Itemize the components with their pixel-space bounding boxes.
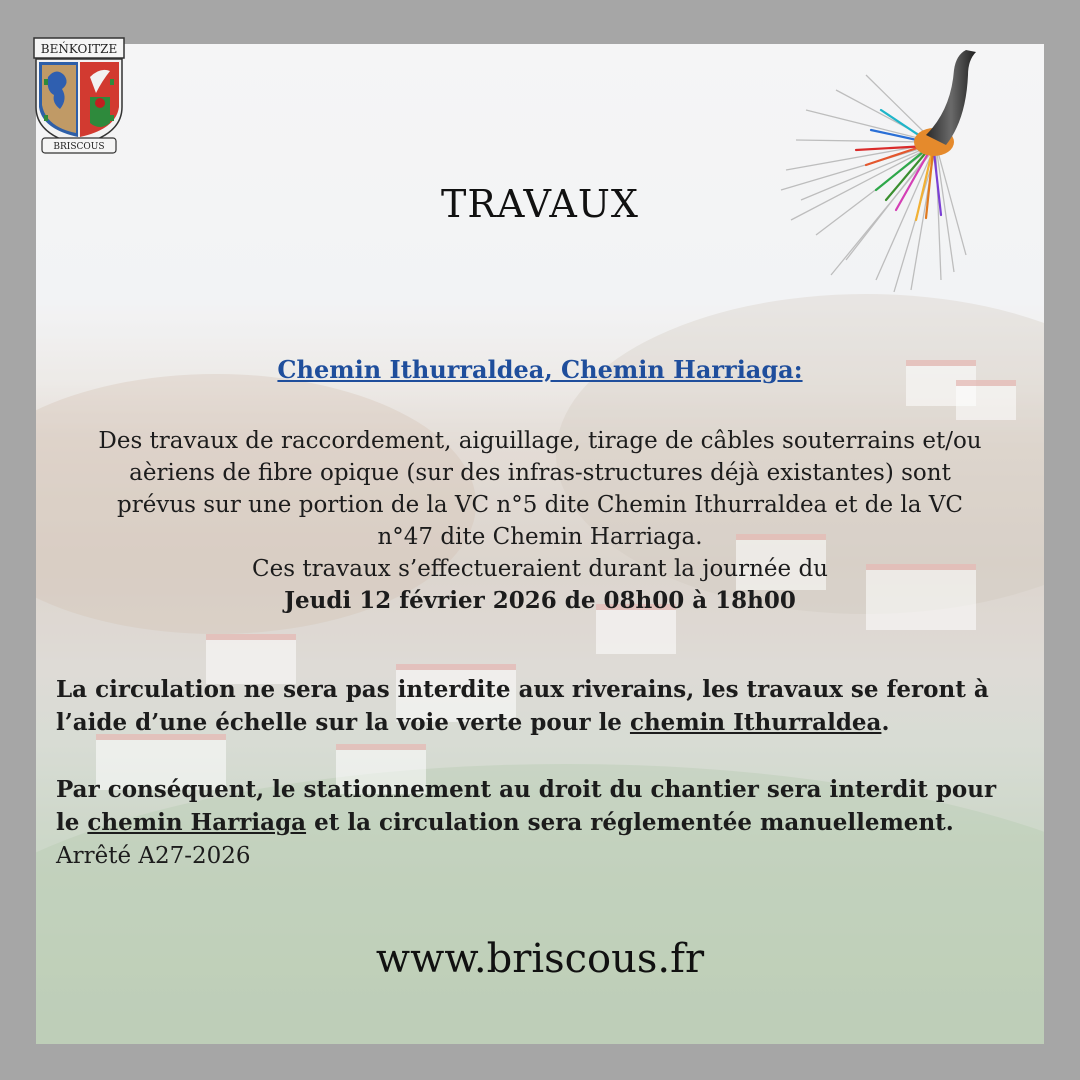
street-names-heading: Chemin Ithurraldea, Chemin Harriaga: (277, 355, 803, 384)
fiber-optic-cable-illustration (776, 50, 976, 295)
svg-text:BEŃKOITZE: BEŃKOITZE (40, 42, 118, 56)
notice-line: aèriens de fibre opique (sur des infras-structures déjà existantes) sont (129, 460, 951, 486)
notice-line: n°47 dite Chemin Harriaga. (377, 524, 703, 550)
parking-text-end: et la circulation sera réglementée manuellement. (306, 809, 954, 836)
website-url: www.briscous.fr (375, 936, 705, 982)
arrete-reference: Arrêté A27-2026 (56, 843, 251, 869)
parking-text: Par conséquent, le stationnement au droit du chantier sera interdit pour le (56, 776, 997, 836)
svg-text:BRISCOUS: BRISCOUS (53, 142, 105, 152)
road-name-harriaga: chemin Harriaga (87, 809, 307, 836)
circulation-paragraph (56, 673, 1020, 739)
page-title: TRAVAUX (441, 182, 639, 226)
parking-paragraph (56, 773, 1020, 873)
road-name-ithurraldea: chemin Ithurraldea (629, 709, 882, 736)
works-notice-paragraph (52, 425, 1028, 617)
town-crest-logo (30, 37, 128, 155)
works-date: Jeudi 12 février 2026 de 08h00 à 18h00 (284, 587, 796, 614)
circulation-text: La circulation ne sera pas interdite aux riverains, les travaux se feront à l’aide d’une échelle sur la voie verte pour le (56, 676, 989, 736)
notice-line: prévus sur une portion de la VC n°5 dite Chemin Ithurraldea et de la VC (117, 492, 963, 518)
circulation-end: . (881, 709, 890, 736)
notice-line: Ces travaux s’effectueraient durant la journée du (252, 556, 828, 582)
notice-line: Des travaux de raccordement, aiguillage, tirage de câbles souterrains et/ou (98, 428, 982, 454)
